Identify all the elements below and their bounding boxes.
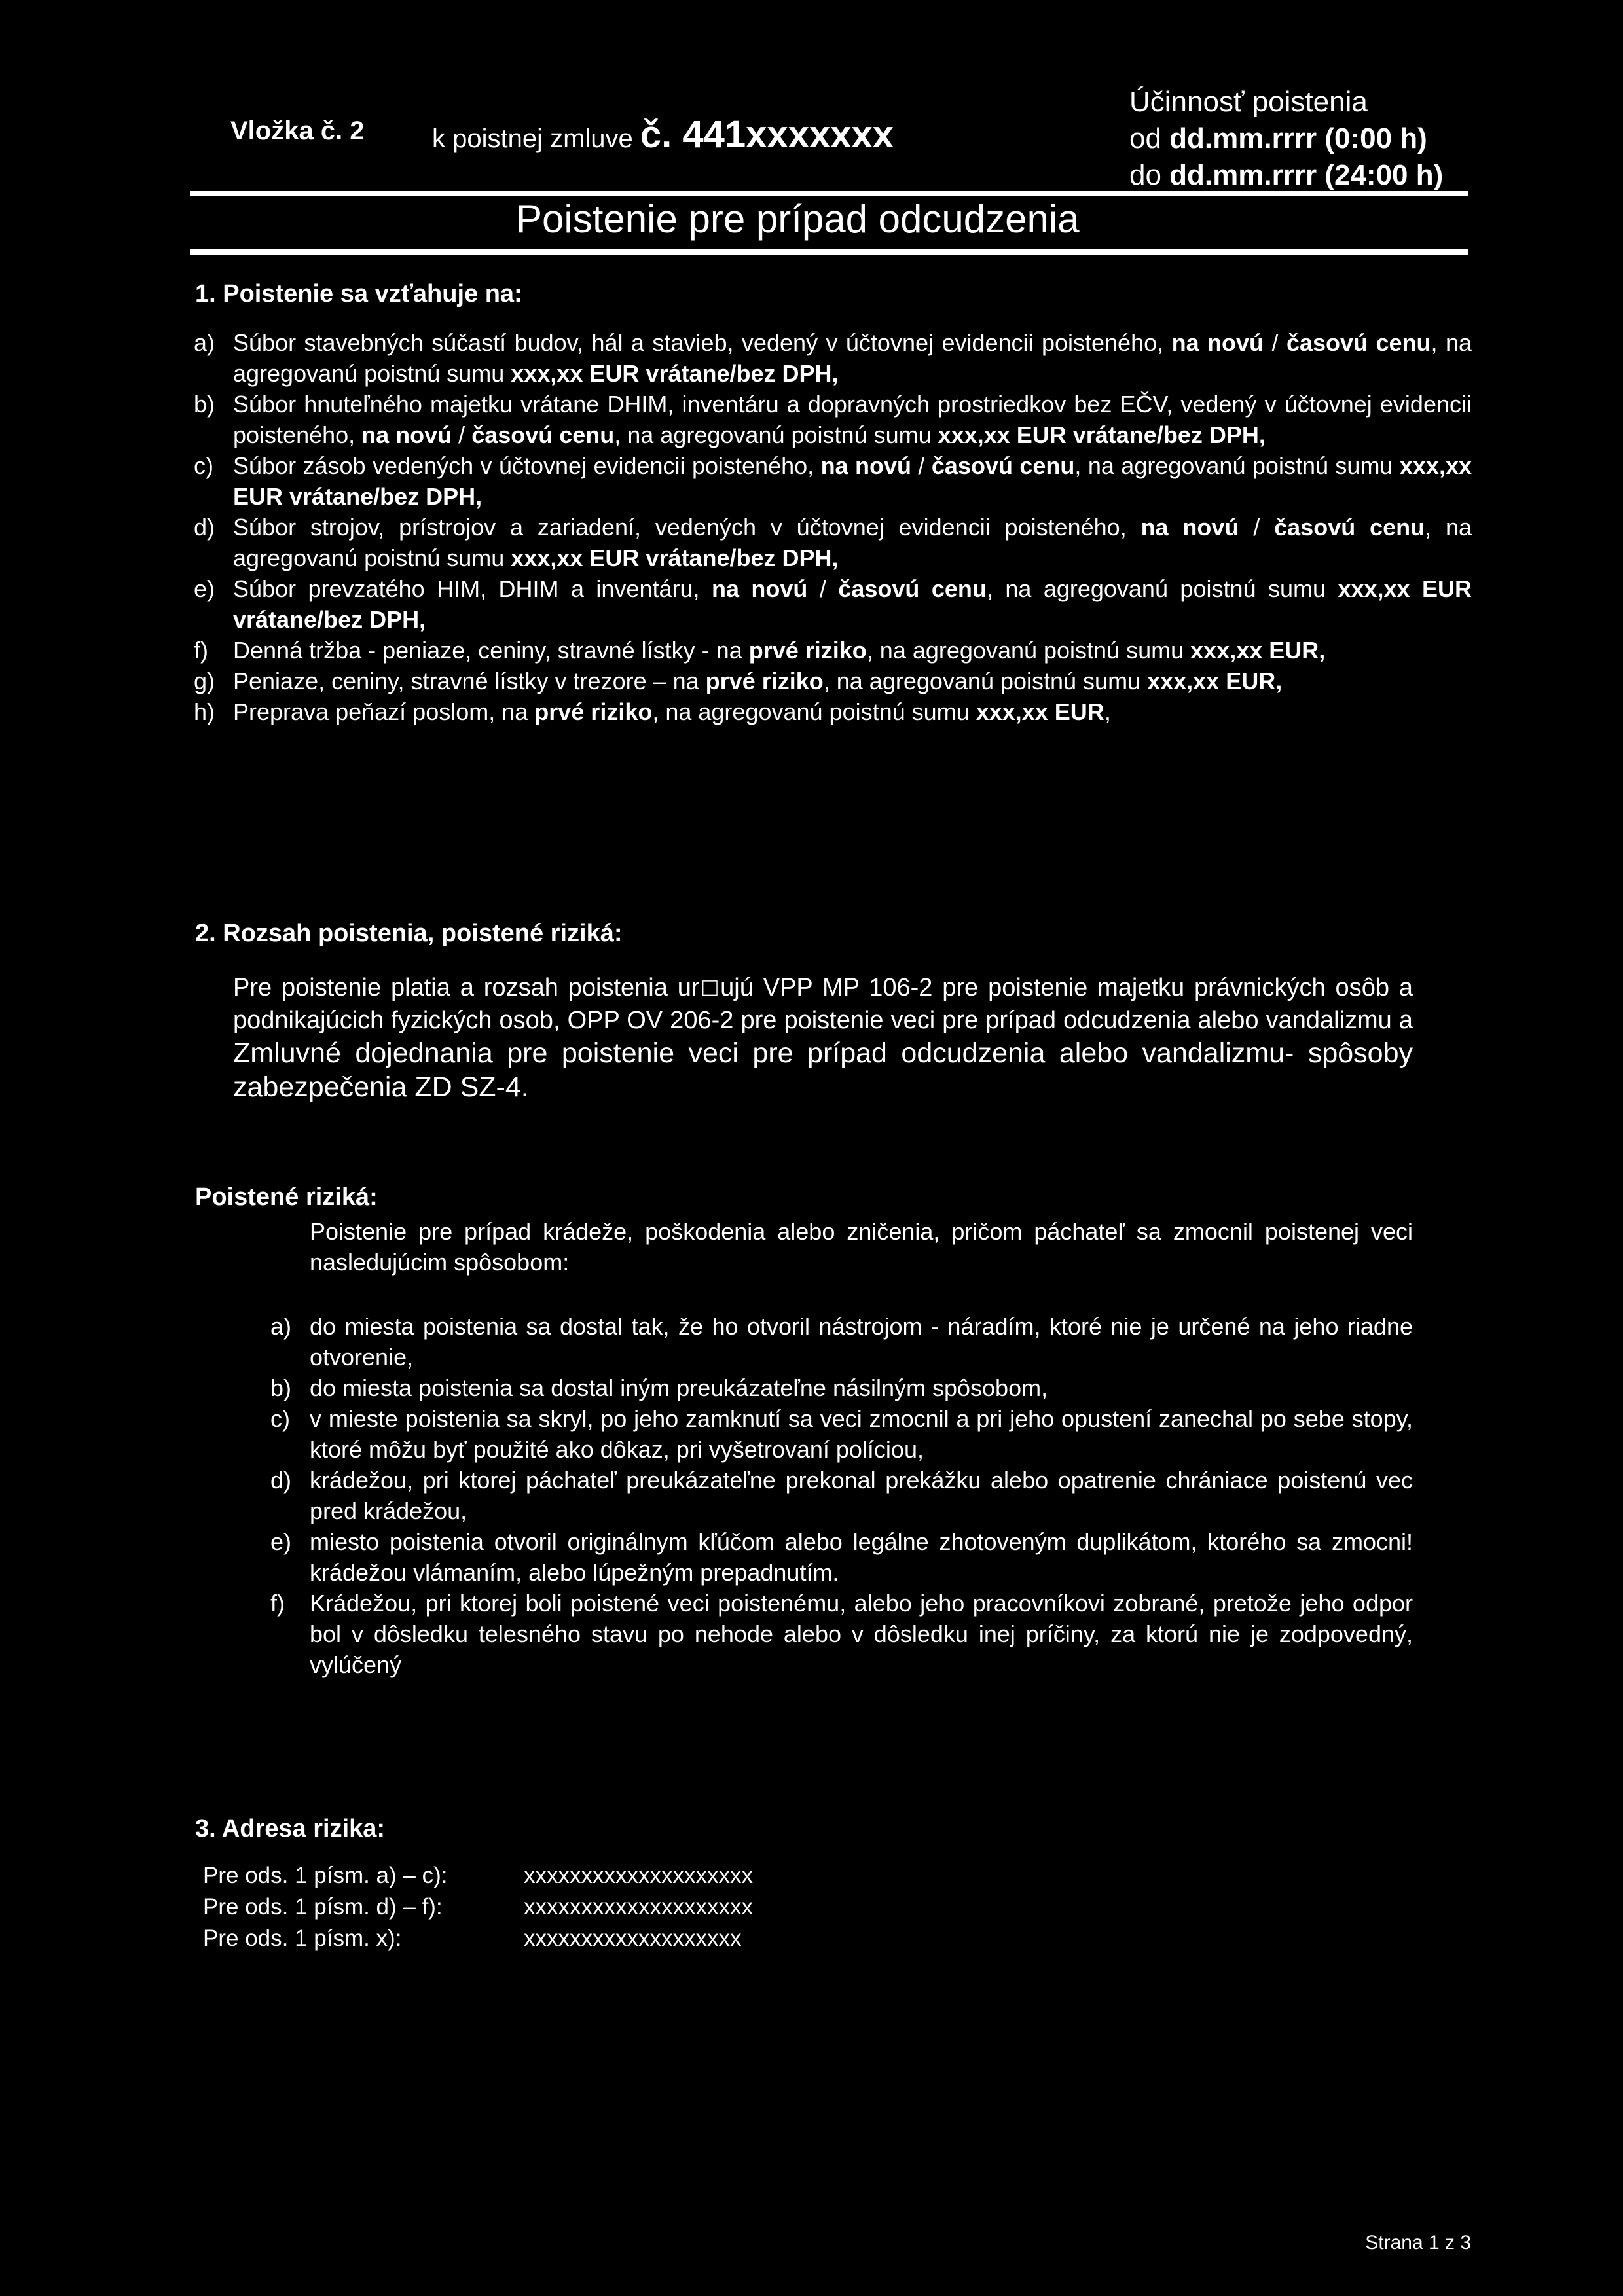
list-item [194,666,1472,696]
address-value: xxxxxxxxxxxxxxxxxxxx [524,1894,753,1920]
item-label: f) [270,1590,285,1617]
effective-period [1129,84,1443,194]
item-text: Preprava peňazí poslom, na prvé riziko, na agregovanú poistnú sumu xxx,xx EUR, [233,698,1111,725]
section3-heading: 3. Adresa rizika: [195,1815,386,1842]
item-label: a) [194,329,215,356]
from-prefix: od [1129,122,1170,154]
item-text: Súbor strojov, prístrojov a zariadení, vedených v účtovnej evidencii poisteného, na novú / časovú cenu, na agregovanú poistnú sumu xxx,xx EUR vrátane/bez DPH, [233,514,1472,571]
list-item [194,696,1472,727]
item-text: Denná tržba - peniaze, ceniny, stravné lístky - na prvé riziko, na agregovanú poistnú sumu xxx,xx EUR, [233,637,1326,664]
address-key: Pre ods. 1 písm. d) – f): [203,1894,443,1920]
list-item [270,1311,1413,1372]
item-label: g) [194,668,215,694]
list-item [270,1526,1413,1588]
item-label: f) [194,637,208,664]
item-text: Súbor hnuteľného majetku vrátane DHIM, inventáru a dopravných prostriedkov bez EČV, vedený v účtovnej evidencii poisteného, na novú / časovú cenu, na agregovanú poistnú sumu xxx,xx EUR vrátane/bez DPH, [233,391,1472,448]
address-row [203,1923,753,1954]
effective-from [1129,120,1443,157]
item-text: Peniaze, ceniny, stravné lístky v trezore – na prvé riziko, na agregovanú poistnú sumu xxx,xx EUR, [233,668,1283,694]
coverage-paragraph [233,971,1413,1105]
list-item [270,1403,1413,1465]
item-label: d) [270,1467,292,1494]
item-label: d) [194,514,215,541]
list-item [194,450,1472,512]
effective-title: Účinnosť poistenia [1129,86,1368,118]
item-label: c) [194,452,213,479]
document-title: Poistenie pre prípad odcudzenia [516,197,1080,241]
item-text: Súbor prevzatého HIM, DHIM a inventáru, na novú / časovú cenu, na agregovanú poistnú sumu xxx,xx EUR vrátane/bez DPH, [233,575,1472,633]
page-number: Strana 1 z 3 [1365,2232,1471,2253]
effective-to [1129,157,1443,194]
list-item [194,512,1472,573]
list-item [194,327,1472,389]
list-item [194,573,1472,635]
list-item [270,1465,1413,1526]
list-item [194,389,1472,450]
item-text: miesto poistenia otvoril originálnym kľúčom alebo legálne zhotoveným duplikátom, ktorého sa zmocni! krádežou vlámaním, alebo lúpežným prepadnutím. [310,1528,1413,1586]
section2-heading: 2. Rozsah poistenia, poistené riziká: [195,920,623,947]
from-value: dd.mm.rrrr (0:00 h) [1169,122,1427,154]
address-key: Pre ods. 1 písm. x): [203,1926,402,1951]
item-text: Súbor zásob vedených v účtovnej evidencii poisteného, na novú / časovú cenu, na agregovanú poistnú sumu xxx,xx EUR vrátane/bez DPH, [233,452,1472,510]
insert-label: Vložka č. 2 [230,117,365,145]
address-key: Pre ods. 1 písm. a) – c): [203,1863,448,1888]
to-prefix: do [1129,159,1170,191]
item-text: do miesta poistenia sa dostal iným preukázateľne násilným spôsobom, [310,1374,1048,1401]
item-label: b) [270,1374,292,1401]
item-text: v mieste poistenia sa skryl, po jeho zamknutí sa veci zmocnil a pri jeho opustení zanechal po sebe stopy, ktoré môžu byť použité ako dôkaz, pri vyšetrovaní políciou, [310,1405,1413,1463]
risks-intro: Poistenie pre prípad krádeže, poškodenia alebo zničenia, pričom páchateľ sa zmocnil poistenej veci nasledujúcim spôsobom: [310,1218,1413,1276]
item-label: e) [270,1528,292,1555]
coverage-text: Pre poistenie platia a rozsah poistenia ur□ujú VPP MP 106-2 pre poistenie majetku právnických osôb a podnikajúcich fyzických osob, OPP OV 206-2 pre poistenie veci pre prípad odcudzenia alebo vandalizmu a [233,974,1413,1034]
address-row [203,1860,753,1892]
to-value: dd.mm.rrrr (24:00 h) [1169,159,1444,191]
list-item [194,635,1472,666]
address-value: xxxxxxxxxxxxxxxxxxx [524,1926,742,1951]
risks-list [270,1311,1413,1680]
item-text: Krádežou, pri ktorej boli poistené veci poistenému, alebo jeho pracovníkovi zobrané, pretože jeho odpor bol v dôsledku telesného stavu po nehode alebo v dôsledku inej príčiny, za ktorú nie je zodpovedný, vylúčený [310,1590,1413,1678]
contract-reference [432,113,894,156]
item-label: e) [194,575,215,602]
item-label: h) [194,698,215,725]
risks-heading: Poistené riziká: [195,1183,378,1211]
address-row [203,1892,753,1923]
section1-heading: 1. Poistenie sa vzťahuje na: [195,280,522,308]
item-label: b) [194,391,215,418]
item-label: a) [270,1313,292,1340]
list-item [270,1372,1413,1403]
item-text: do miesta poistenia sa dostal tak, že ho otvoril nástrojom - náradím, ktoré nie je určené na jeho riadne otvorenie, [310,1313,1413,1371]
contract-number: č. 441xxxxxxx [640,113,894,156]
coverage-text-large: Zmluvné dojednania pre poistenie veci pre prípad odcudzenia alebo vandalizmu- spôsoby zabezpečenia ZD SZ-4. [233,1037,1413,1103]
risk-address-table [203,1860,753,1954]
address-value: xxxxxxxxxxxxxxxxxxxx [524,1863,753,1888]
item-label: c) [270,1405,290,1432]
top-divider [190,191,1468,196]
contract-prefix: k poistnej zmluve [432,124,640,153]
item-text: krádežou, pri ktorej páchateľ preukázateľne prekonal prekážku alebo opatrenie chrániace poistenú vec pred krádežou, [310,1467,1413,1524]
title-divider [190,249,1468,255]
list-item [270,1588,1413,1680]
section1-list [194,327,1472,727]
item-text: Súbor stavebných súčastí budov, hál a stavieb, vedený v účtovnej evidencii poisteného, na novú / časovú cenu, na agregovanú poistnú sumu xxx,xx EUR vrátane/bez DPH, [233,329,1472,387]
